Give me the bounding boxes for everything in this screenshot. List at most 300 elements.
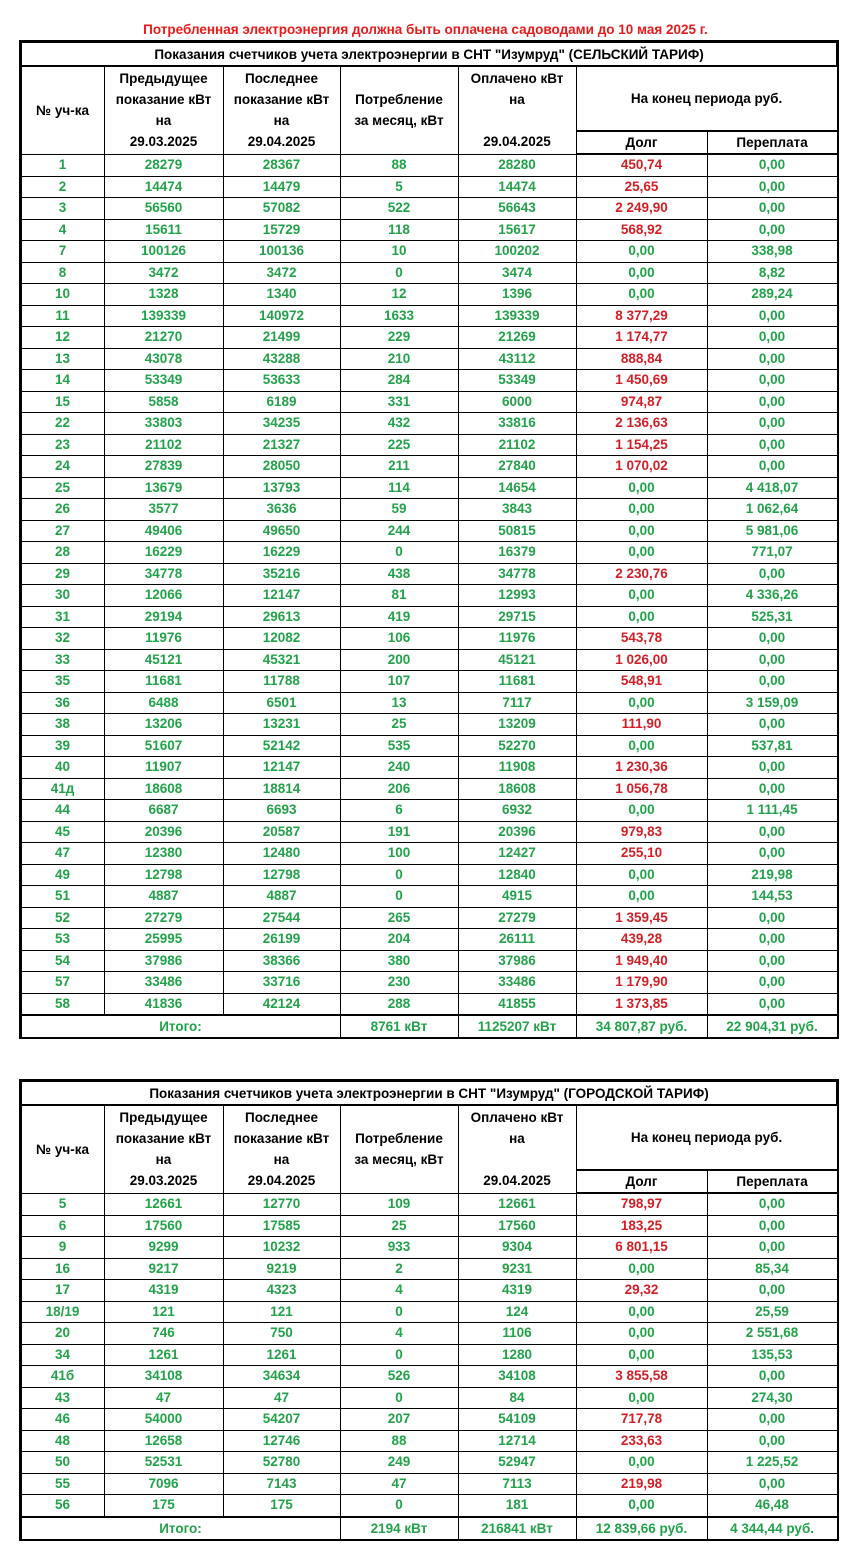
table-row bbox=[21, 1215, 837, 1237]
col-header-overpay: Переплата bbox=[707, 131, 837, 154]
cell-debt: 6 801,15 bbox=[576, 1237, 707, 1259]
cell-debt: 0,00 bbox=[576, 520, 707, 542]
cell-overpay: 0,00 bbox=[707, 628, 837, 650]
cell-plot: 33 bbox=[21, 649, 104, 671]
cell-debt: 1 056,78 bbox=[576, 778, 707, 800]
cell-debt: 439,28 bbox=[576, 929, 707, 951]
cell-prev-reading: 6687 bbox=[104, 800, 223, 822]
col-header-overpay: Переплата bbox=[707, 1170, 837, 1193]
table-row bbox=[21, 907, 837, 929]
cell-overpay: 219,98 bbox=[707, 864, 837, 886]
cell-prev-reading: 43078 bbox=[104, 348, 223, 370]
cell-last-reading: 4887 bbox=[223, 886, 340, 908]
cell-last-reading: 20587 bbox=[223, 821, 340, 843]
cell-prev-reading: 21270 bbox=[104, 327, 223, 349]
cell-last-reading: 34235 bbox=[223, 413, 340, 435]
cell-last-reading: 52142 bbox=[223, 735, 340, 757]
cell-paid: 16379 bbox=[458, 542, 576, 564]
cell-plot: 45 bbox=[21, 821, 104, 843]
table-row bbox=[21, 1452, 837, 1474]
cell-prev-reading: 9299 bbox=[104, 1237, 223, 1259]
table-body bbox=[21, 1193, 837, 1517]
cell-consumption: 419 bbox=[340, 606, 458, 628]
cell-debt: 219,98 bbox=[576, 1473, 707, 1495]
cell-debt: 25,65 bbox=[576, 176, 707, 198]
cell-overpay: 289,24 bbox=[707, 284, 837, 306]
cell-last-reading: 6501 bbox=[223, 692, 340, 714]
cell-overpay: 1 225,52 bbox=[707, 1452, 837, 1474]
cell-overpay: 8,82 bbox=[707, 262, 837, 284]
cell-paid: 12661 bbox=[458, 1193, 576, 1215]
cell-prev-reading: 12798 bbox=[104, 864, 223, 886]
table-row bbox=[21, 1344, 837, 1366]
cell-consumption: 88 bbox=[340, 1430, 458, 1452]
cell-debt: 183,25 bbox=[576, 1215, 707, 1237]
cell-debt: 450,74 bbox=[576, 154, 707, 176]
cell-paid: 12993 bbox=[458, 585, 576, 607]
col-header-debt: Долг bbox=[576, 1170, 707, 1193]
cell-last-reading: 12798 bbox=[223, 864, 340, 886]
cell-consumption: 6 bbox=[340, 800, 458, 822]
cell-paid: 13209 bbox=[458, 714, 576, 736]
cell-debt: 888,84 bbox=[576, 348, 707, 370]
cell-last-reading: 12082 bbox=[223, 628, 340, 650]
cell-overpay: 274,30 bbox=[707, 1387, 837, 1409]
table-row bbox=[21, 1495, 837, 1517]
cell-plot: 53 bbox=[21, 929, 104, 951]
cell-consumption: 265 bbox=[340, 907, 458, 929]
cell-overpay: 0,00 bbox=[707, 907, 837, 929]
cell-consumption: 380 bbox=[340, 950, 458, 972]
cell-plot: 1 bbox=[21, 154, 104, 176]
cell-consumption: 210 bbox=[340, 348, 458, 370]
cell-debt: 29,32 bbox=[576, 1280, 707, 1302]
cell-last-reading: 15729 bbox=[223, 219, 340, 241]
cell-consumption: 191 bbox=[340, 821, 458, 843]
cell-plot: 24 bbox=[21, 456, 104, 478]
table-row bbox=[21, 1193, 837, 1215]
cell-overpay: 0,00 bbox=[707, 1473, 837, 1495]
cell-prev-reading: 18608 bbox=[104, 778, 223, 800]
cell-consumption: 1633 bbox=[340, 305, 458, 327]
cell-prev-reading: 175 bbox=[104, 1495, 223, 1517]
cell-overpay: 85,34 bbox=[707, 1258, 837, 1280]
cell-debt: 0,00 bbox=[576, 1301, 707, 1323]
table-row bbox=[21, 649, 837, 671]
cell-last-reading: 17585 bbox=[223, 1215, 340, 1237]
cell-consumption: 0 bbox=[340, 1344, 458, 1366]
cell-consumption: 0 bbox=[340, 886, 458, 908]
cell-last-reading: 52780 bbox=[223, 1452, 340, 1474]
cell-debt: 0,00 bbox=[576, 886, 707, 908]
cell-debt: 1 026,00 bbox=[576, 649, 707, 671]
cell-prev-reading: 17560 bbox=[104, 1215, 223, 1237]
cell-debt: 0,00 bbox=[576, 262, 707, 284]
col-header-paid: Оплачено кВт на 29.04.2025 bbox=[458, 66, 576, 154]
cell-paid: 4915 bbox=[458, 886, 576, 908]
cell-prev-reading: 53349 bbox=[104, 370, 223, 392]
cell-consumption: 230 bbox=[340, 972, 458, 994]
cell-overpay: 0,00 bbox=[707, 843, 837, 865]
cell-prev-reading: 33486 bbox=[104, 972, 223, 994]
cell-overpay: 4 418,07 bbox=[707, 477, 837, 499]
table-row bbox=[21, 262, 837, 284]
cell-consumption: 240 bbox=[340, 757, 458, 779]
cell-prev-reading: 45121 bbox=[104, 649, 223, 671]
table-row bbox=[21, 391, 837, 413]
table-row bbox=[21, 735, 837, 757]
cell-consumption: 25 bbox=[340, 714, 458, 736]
cell-consumption: 114 bbox=[340, 477, 458, 499]
cell-paid: 26111 bbox=[458, 929, 576, 951]
cell-consumption: 106 bbox=[340, 628, 458, 650]
cell-paid: 14654 bbox=[458, 477, 576, 499]
cell-last-reading: 49650 bbox=[223, 520, 340, 542]
cell-debt: 0,00 bbox=[576, 241, 707, 263]
cell-consumption: 47 bbox=[340, 1473, 458, 1495]
cell-last-reading: 11788 bbox=[223, 671, 340, 693]
table-row bbox=[21, 692, 837, 714]
table-row bbox=[21, 434, 837, 456]
cell-debt: 0,00 bbox=[576, 606, 707, 628]
cell-plot: 49 bbox=[21, 864, 104, 886]
cell-overpay: 0,00 bbox=[707, 391, 837, 413]
cell-paid: 9231 bbox=[458, 1258, 576, 1280]
cell-debt: 798,97 bbox=[576, 1193, 707, 1215]
cell-consumption: 4 bbox=[340, 1323, 458, 1345]
cell-last-reading: 12770 bbox=[223, 1193, 340, 1215]
cell-consumption: 249 bbox=[340, 1452, 458, 1474]
cell-prev-reading: 3472 bbox=[104, 262, 223, 284]
cell-last-reading: 175 bbox=[223, 1495, 340, 1517]
table-row bbox=[21, 1387, 837, 1409]
cell-debt: 0,00 bbox=[576, 284, 707, 306]
cell-last-reading: 27544 bbox=[223, 907, 340, 929]
cell-paid: 21102 bbox=[458, 434, 576, 456]
cell-last-reading: 42124 bbox=[223, 993, 340, 1015]
col-header-last-reading: Последнее показание кВт на 29.04.2025 bbox=[223, 1105, 340, 1193]
table-row bbox=[21, 929, 837, 951]
cell-last-reading: 38366 bbox=[223, 950, 340, 972]
cell-overpay: 0,00 bbox=[707, 1215, 837, 1237]
cell-prev-reading: 29194 bbox=[104, 606, 223, 628]
cell-prev-reading: 47 bbox=[104, 1387, 223, 1409]
cell-paid: 20396 bbox=[458, 821, 576, 843]
cell-consumption: 432 bbox=[340, 413, 458, 435]
cell-last-reading: 3472 bbox=[223, 262, 340, 284]
cell-plot: 47 bbox=[21, 843, 104, 865]
total-debt: 34 807,87 руб. bbox=[576, 1015, 707, 1038]
table-row bbox=[21, 413, 837, 435]
cell-prev-reading: 28279 bbox=[104, 154, 223, 176]
cell-prev-reading: 34108 bbox=[104, 1366, 223, 1388]
cell-paid: 37986 bbox=[458, 950, 576, 972]
cell-last-reading: 47 bbox=[223, 1387, 340, 1409]
cell-paid: 12427 bbox=[458, 843, 576, 865]
cell-consumption: 5 bbox=[340, 176, 458, 198]
table-row bbox=[21, 241, 837, 263]
cell-plot: 13 bbox=[21, 348, 104, 370]
table-row bbox=[21, 154, 837, 176]
cell-debt: 2 230,76 bbox=[576, 563, 707, 585]
cell-paid: 52947 bbox=[458, 1452, 576, 1474]
cell-paid: 139339 bbox=[458, 305, 576, 327]
col-header-plot: № уч-ка bbox=[21, 1105, 104, 1193]
cell-consumption: 12 bbox=[340, 284, 458, 306]
cell-overpay: 338,98 bbox=[707, 241, 837, 263]
table-row bbox=[21, 757, 837, 779]
cell-consumption: 2 bbox=[340, 1258, 458, 1280]
cell-prev-reading: 3577 bbox=[104, 499, 223, 521]
cell-consumption: 211 bbox=[340, 456, 458, 478]
cell-prev-reading: 12066 bbox=[104, 585, 223, 607]
cell-paid: 12714 bbox=[458, 1430, 576, 1452]
cell-paid: 52270 bbox=[458, 735, 576, 757]
cell-debt: 1 373,85 bbox=[576, 993, 707, 1015]
cell-plot: 7 bbox=[21, 241, 104, 263]
cell-plot: 51 bbox=[21, 886, 104, 908]
table-row bbox=[21, 972, 837, 994]
cell-paid: 9304 bbox=[458, 1237, 576, 1259]
cell-prev-reading: 4887 bbox=[104, 886, 223, 908]
cell-overpay: 0,00 bbox=[707, 757, 837, 779]
cell-prev-reading: 13679 bbox=[104, 477, 223, 499]
cell-paid: 27840 bbox=[458, 456, 576, 478]
cell-debt: 8 377,29 bbox=[576, 305, 707, 327]
cell-paid: 11681 bbox=[458, 671, 576, 693]
cell-consumption: 288 bbox=[340, 993, 458, 1015]
cell-paid: 33816 bbox=[458, 413, 576, 435]
cell-last-reading: 1340 bbox=[223, 284, 340, 306]
table-title: Показания счетчиков учета электроэнергии в СНТ "Изумруд" (СЕЛЬСКИЙ ТАРИФ) bbox=[21, 42, 837, 66]
table-row bbox=[21, 1430, 837, 1452]
cell-overpay: 0,00 bbox=[707, 456, 837, 478]
cell-debt: 0,00 bbox=[576, 735, 707, 757]
total-debt: 12 839,66 руб. bbox=[576, 1517, 707, 1540]
cell-plot: 46 bbox=[21, 1409, 104, 1431]
cell-consumption: 10 bbox=[340, 241, 458, 263]
city-tariff-table bbox=[20, 1080, 838, 1540]
cell-last-reading: 7143 bbox=[223, 1473, 340, 1495]
cell-consumption: 0 bbox=[340, 864, 458, 886]
cell-paid: 3843 bbox=[458, 499, 576, 521]
cell-debt: 3 855,58 bbox=[576, 1366, 707, 1388]
cell-prev-reading: 7096 bbox=[104, 1473, 223, 1495]
cell-paid: 12840 bbox=[458, 864, 576, 886]
cell-last-reading: 28367 bbox=[223, 154, 340, 176]
cell-overpay: 1 062,64 bbox=[707, 499, 837, 521]
cell-plot: 52 bbox=[21, 907, 104, 929]
cell-overpay: 1 111,45 bbox=[707, 800, 837, 822]
cell-plot: 3 bbox=[21, 198, 104, 220]
col-header-prev-reading: Предыдущее показание кВт на 29.03.2025 bbox=[104, 66, 223, 154]
cell-paid: 54109 bbox=[458, 1409, 576, 1431]
cell-last-reading: 33716 bbox=[223, 972, 340, 994]
cell-debt: 0,00 bbox=[576, 499, 707, 521]
cell-debt: 1 070,02 bbox=[576, 456, 707, 478]
cell-paid: 56643 bbox=[458, 198, 576, 220]
cell-plot: 2 bbox=[21, 176, 104, 198]
cell-paid: 7113 bbox=[458, 1473, 576, 1495]
cell-consumption: 535 bbox=[340, 735, 458, 757]
cell-consumption: 81 bbox=[340, 585, 458, 607]
cell-last-reading: 14479 bbox=[223, 176, 340, 198]
cell-paid: 17560 bbox=[458, 1215, 576, 1237]
table-row bbox=[21, 1366, 837, 1388]
cell-debt: 1 154,25 bbox=[576, 434, 707, 456]
cell-last-reading: 3636 bbox=[223, 499, 340, 521]
cell-prev-reading: 27279 bbox=[104, 907, 223, 929]
table-row bbox=[21, 348, 837, 370]
table-row bbox=[21, 198, 837, 220]
cell-plot: 31 bbox=[21, 606, 104, 628]
cell-plot: 27 bbox=[21, 520, 104, 542]
cell-overpay: 5 981,06 bbox=[707, 520, 837, 542]
cell-consumption: 13 bbox=[340, 692, 458, 714]
cell-prev-reading: 15611 bbox=[104, 219, 223, 241]
cell-paid: 53349 bbox=[458, 370, 576, 392]
cell-consumption: 206 bbox=[340, 778, 458, 800]
cell-prev-reading: 1328 bbox=[104, 284, 223, 306]
cell-plot: 4 bbox=[21, 219, 104, 241]
cell-overpay: 0,00 bbox=[707, 1237, 837, 1259]
cell-last-reading: 9219 bbox=[223, 1258, 340, 1280]
table-row bbox=[21, 606, 837, 628]
cell-consumption: 107 bbox=[340, 671, 458, 693]
cell-last-reading: 10232 bbox=[223, 1237, 340, 1259]
cell-overpay: 0,00 bbox=[707, 327, 837, 349]
cell-overpay: 0,00 bbox=[707, 370, 837, 392]
cell-plot: 43 bbox=[21, 1387, 104, 1409]
cell-plot: 58 bbox=[21, 993, 104, 1015]
col-header-prev-reading: Предыдущее показание кВт на 29.03.2025 bbox=[104, 1105, 223, 1193]
cell-overpay: 0,00 bbox=[707, 1193, 837, 1215]
cell-overpay: 0,00 bbox=[707, 434, 837, 456]
cell-consumption: 118 bbox=[340, 219, 458, 241]
cell-prev-reading: 11907 bbox=[104, 757, 223, 779]
cell-last-reading: 12147 bbox=[223, 585, 340, 607]
cell-prev-reading: 27839 bbox=[104, 456, 223, 478]
cell-consumption: 331 bbox=[340, 391, 458, 413]
cell-prev-reading: 54000 bbox=[104, 1409, 223, 1431]
cell-paid: 181 bbox=[458, 1495, 576, 1517]
cell-prev-reading: 34778 bbox=[104, 563, 223, 585]
table-row bbox=[21, 671, 837, 693]
total-label: Итого: bbox=[21, 1015, 340, 1038]
cell-debt: 0,00 bbox=[576, 585, 707, 607]
cell-prev-reading: 746 bbox=[104, 1323, 223, 1345]
cell-plot: 6 bbox=[21, 1215, 104, 1237]
cell-plot: 23 bbox=[21, 434, 104, 456]
cell-consumption: 225 bbox=[340, 434, 458, 456]
cell-debt: 0,00 bbox=[576, 477, 707, 499]
cell-debt: 1 174,77 bbox=[576, 327, 707, 349]
cell-last-reading: 140972 bbox=[223, 305, 340, 327]
cell-prev-reading: 33803 bbox=[104, 413, 223, 435]
cell-paid: 84 bbox=[458, 1387, 576, 1409]
cell-prev-reading: 41836 bbox=[104, 993, 223, 1015]
table-row bbox=[21, 714, 837, 736]
total-consumption: 8761 кВт bbox=[340, 1015, 458, 1038]
total-paid: 1125207 кВт bbox=[458, 1015, 576, 1038]
cell-debt: 979,83 bbox=[576, 821, 707, 843]
table-row bbox=[21, 1473, 837, 1495]
cell-debt: 1 230,36 bbox=[576, 757, 707, 779]
cell-last-reading: 21327 bbox=[223, 434, 340, 456]
cell-plot: 44 bbox=[21, 800, 104, 822]
table-row bbox=[21, 993, 837, 1015]
table-row bbox=[21, 305, 837, 327]
cell-debt: 111,90 bbox=[576, 714, 707, 736]
cell-consumption: 438 bbox=[340, 563, 458, 585]
cell-last-reading: 6189 bbox=[223, 391, 340, 413]
col-header-paid: Оплачено кВт на 29.04.2025 bbox=[458, 1105, 576, 1193]
cell-plot: 14 bbox=[21, 370, 104, 392]
cell-paid: 4319 bbox=[458, 1280, 576, 1302]
table-row bbox=[21, 1237, 837, 1259]
cell-consumption: 204 bbox=[340, 929, 458, 951]
cell-debt: 543,78 bbox=[576, 628, 707, 650]
cell-consumption: 25 bbox=[340, 1215, 458, 1237]
cell-paid: 11976 bbox=[458, 628, 576, 650]
cell-prev-reading: 12661 bbox=[104, 1193, 223, 1215]
table-row bbox=[21, 886, 837, 908]
table-row bbox=[21, 456, 837, 478]
col-header-consumption: Потребление за месяц, кВт bbox=[340, 1105, 458, 1193]
table-row bbox=[21, 1280, 837, 1302]
cell-plot: 54 bbox=[21, 950, 104, 972]
table-row bbox=[21, 499, 837, 521]
cell-prev-reading: 1261 bbox=[104, 1344, 223, 1366]
cell-consumption: 933 bbox=[340, 1237, 458, 1259]
cell-plot: 30 bbox=[21, 585, 104, 607]
cell-consumption: 229 bbox=[340, 327, 458, 349]
cell-overpay: 144,53 bbox=[707, 886, 837, 908]
col-header-plot: № уч-ка bbox=[21, 66, 104, 154]
total-overpay: 4 344,44 руб. bbox=[707, 1517, 837, 1540]
cell-paid: 29715 bbox=[458, 606, 576, 628]
cell-prev-reading: 49406 bbox=[104, 520, 223, 542]
col-header-consumption: Потребление за месяц, кВт bbox=[340, 66, 458, 154]
table-row bbox=[21, 520, 837, 542]
table-body bbox=[21, 154, 837, 1015]
cell-overpay: 0,00 bbox=[707, 154, 837, 176]
cell-consumption: 284 bbox=[340, 370, 458, 392]
cell-overpay: 25,59 bbox=[707, 1301, 837, 1323]
cell-plot: 38 bbox=[21, 714, 104, 736]
cell-plot: 32 bbox=[21, 628, 104, 650]
cell-paid: 6932 bbox=[458, 800, 576, 822]
cell-overpay: 0,00 bbox=[707, 649, 837, 671]
cell-last-reading: 35216 bbox=[223, 563, 340, 585]
cell-prev-reading: 139339 bbox=[104, 305, 223, 327]
table-row bbox=[21, 563, 837, 585]
cell-consumption: 109 bbox=[340, 1193, 458, 1215]
cell-plot: 35 bbox=[21, 671, 104, 693]
table-row bbox=[21, 1301, 837, 1323]
cell-last-reading: 13793 bbox=[223, 477, 340, 499]
cell-overpay: 0,00 bbox=[707, 950, 837, 972]
cell-last-reading: 16229 bbox=[223, 542, 340, 564]
cell-overpay: 0,00 bbox=[707, 219, 837, 241]
cell-plot: 17 bbox=[21, 1280, 104, 1302]
total-label: Итого: bbox=[21, 1517, 340, 1540]
cell-plot: 39 bbox=[21, 735, 104, 757]
cell-paid: 14474 bbox=[458, 176, 576, 198]
table-row bbox=[21, 950, 837, 972]
cell-prev-reading: 11681 bbox=[104, 671, 223, 693]
cell-debt: 568,92 bbox=[576, 219, 707, 241]
